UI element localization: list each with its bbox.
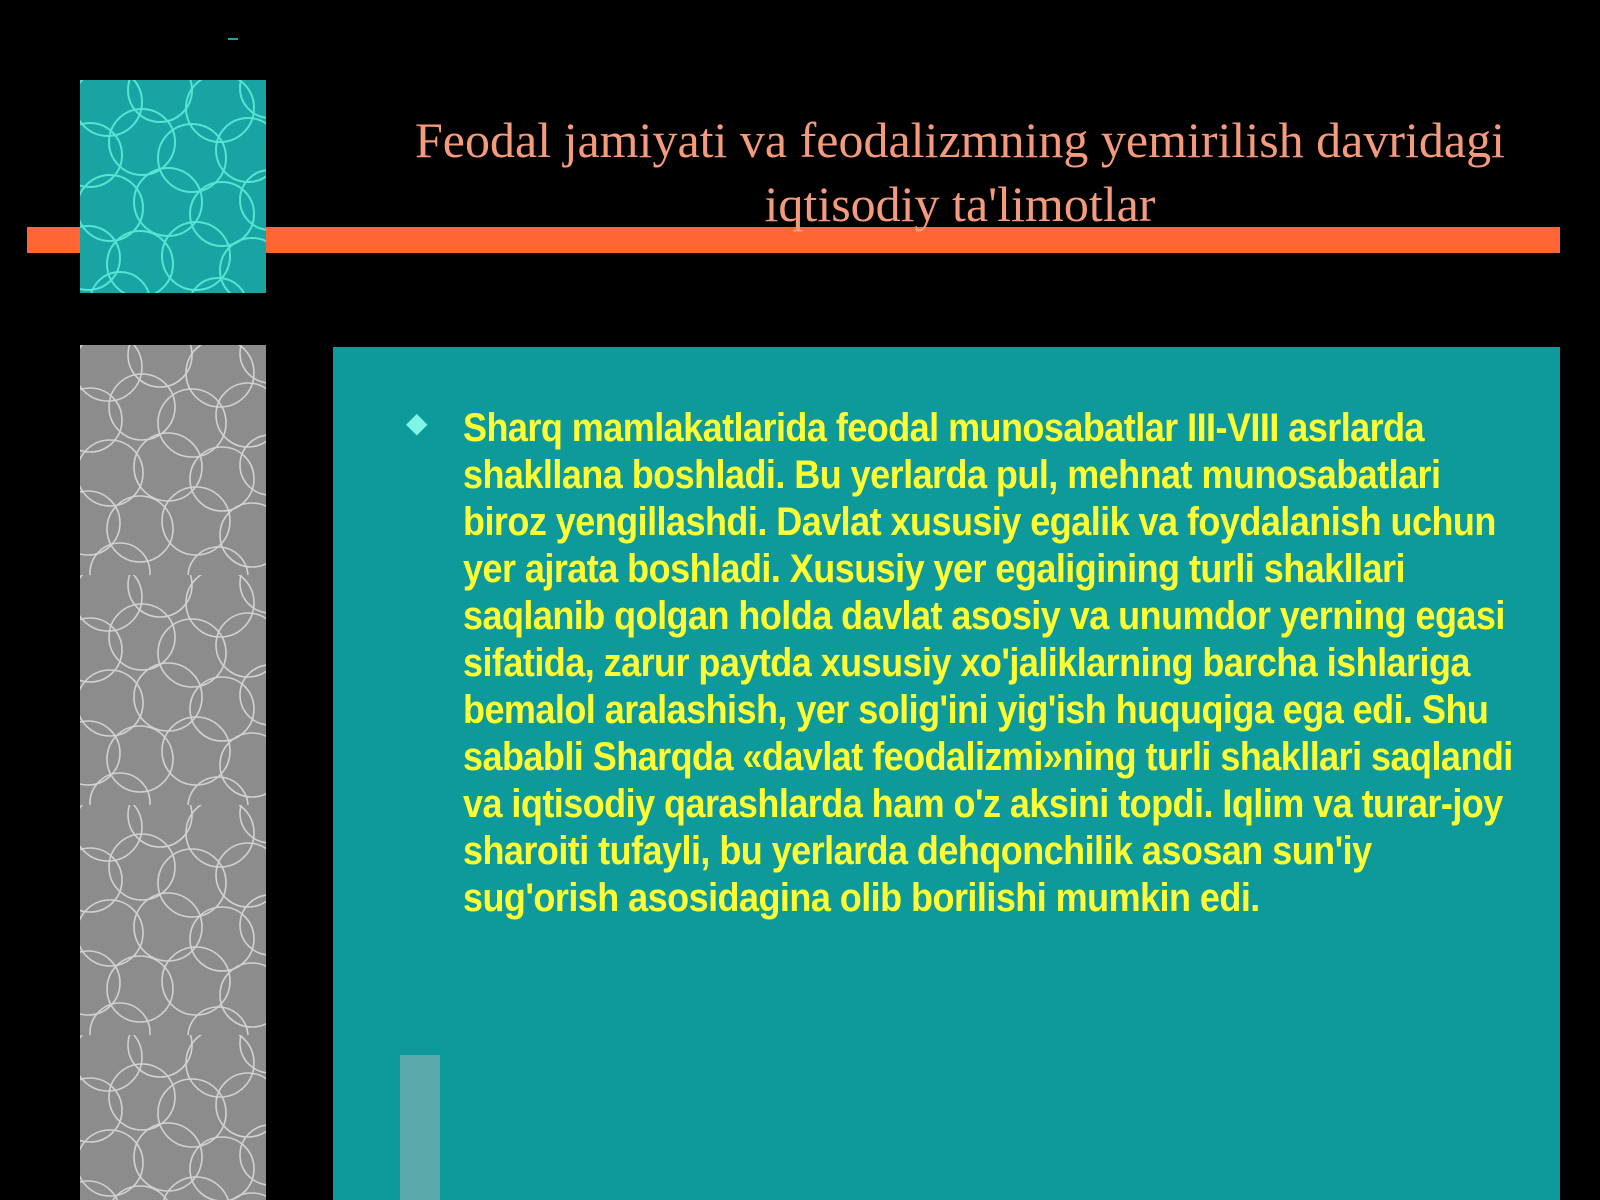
- decorative-vertical-bar: [400, 1055, 440, 1200]
- diamond-bullet-icon: ◆: [406, 407, 428, 438]
- decorative-dash: [228, 38, 238, 40]
- slide-title: Feodal jamiyati va feodalizmning yemirilish davridagi iqtisodiy ta'limotlar: [415, 112, 1505, 232]
- gray-circle-pattern-column: [80, 345, 266, 1200]
- bullet-paragraph: Sharq mamlakatlarida feodal munosabatlar III-VIII asrlarda shakllana boshladi. Bu yerlarda pul, mehnat munosabatlari biroz yengillashdi. Davlat xususiy egalik va foydalanish uchun yer ajrata boshladi. Xususiy yer egaligining turli shakllari saqlanib qolgan holda davlat asosiy va unumdor yerning egasi sifatida, zarur paytda xususiy xo'jaliklarning barcha ishlariga bemalol aralashish, yer solig'ini yig'ish huquqiga ega edi. Shu sababli Sharqda «davlat feodalizmi»ning turli shakllari saqlandi va iqtisodiy qarashlarda ham o'z aksini topdi. Iqlim va turar-joy sharoiti tufayli, bu yerlarda dehqonchilik asosan sun'iy sug'orish asosidagina olib borilishi mumkin edi.: [463, 406, 1513, 920]
- teal-circle-pattern-tile: [80, 80, 266, 293]
